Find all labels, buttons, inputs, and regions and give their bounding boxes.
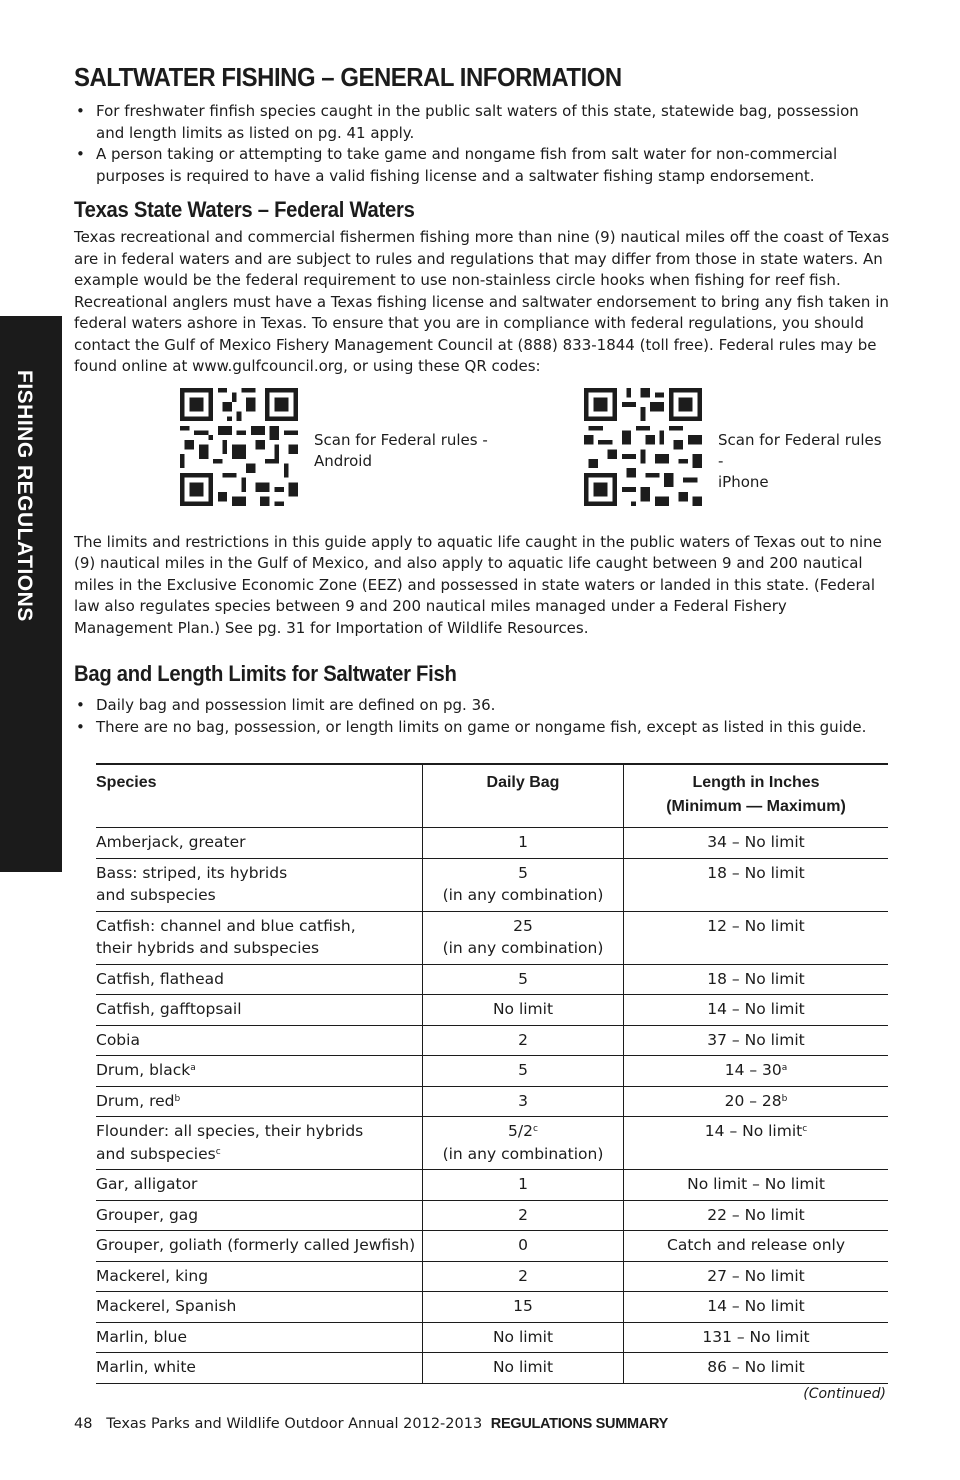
table-row bbox=[96, 1353, 888, 1384]
bag-line-text: 2 bbox=[518, 1266, 528, 1285]
length-cell bbox=[624, 1086, 889, 1117]
length-line-text: 37 – No limit bbox=[707, 1030, 805, 1049]
species-line bbox=[96, 968, 422, 991]
length-line bbox=[624, 1029, 888, 1052]
species-line-footnote: a bbox=[190, 1063, 196, 1073]
species-line bbox=[96, 1120, 422, 1143]
table-header-row bbox=[96, 764, 888, 828]
species-line bbox=[96, 1029, 422, 1052]
length-line-text: 131 – No limit bbox=[702, 1327, 810, 1346]
bag-line-text: 3 bbox=[518, 1091, 528, 1110]
species-line-text: their hybrids and subspecies bbox=[96, 939, 320, 957]
species-line-text: Amberjack, greater bbox=[96, 833, 246, 851]
table-row bbox=[96, 1056, 888, 1087]
species-cell bbox=[96, 1056, 423, 1087]
species-line-text: Drum, red bbox=[96, 1091, 175, 1110]
main-content bbox=[74, 62, 890, 738]
table-row bbox=[96, 995, 888, 1026]
length-cell bbox=[624, 1292, 889, 1323]
page-footer bbox=[74, 1416, 668, 1432]
species-line bbox=[96, 1326, 422, 1349]
species-cell bbox=[96, 1025, 423, 1056]
species-line-text: and subspecies bbox=[96, 1144, 216, 1163]
daily-bag-cell bbox=[423, 1322, 624, 1353]
header-daily-bag: Daily Bag bbox=[423, 764, 624, 828]
length-line-text: 18 – No limit bbox=[707, 969, 805, 988]
table-row bbox=[96, 1322, 888, 1353]
bag-line-text: (in any combination) bbox=[442, 1144, 604, 1163]
length-cell bbox=[624, 828, 889, 859]
species-line-text: Grouper, gag bbox=[96, 1205, 199, 1224]
header-species: Species bbox=[96, 764, 423, 828]
bag-line bbox=[423, 1265, 623, 1288]
daily-bag-cell bbox=[423, 1292, 624, 1323]
bag-line-text: 5 bbox=[518, 1061, 528, 1079]
bag-line bbox=[423, 1234, 623, 1257]
species-line-text: Catfish: channel and blue catfish, bbox=[96, 916, 356, 935]
species-line bbox=[96, 862, 422, 885]
length-line-text: 34 – No limit bbox=[707, 833, 805, 851]
species-cell bbox=[96, 1292, 423, 1323]
daily-bag-cell bbox=[423, 1025, 624, 1056]
table-row bbox=[96, 911, 888, 964]
table-row bbox=[96, 1292, 888, 1323]
bag-line-text: 5/2 bbox=[508, 1122, 533, 1140]
length-cell bbox=[624, 1025, 889, 1056]
species-line bbox=[96, 1090, 422, 1113]
table-row bbox=[96, 1086, 888, 1117]
species-line bbox=[96, 1173, 422, 1196]
species-line bbox=[96, 1143, 422, 1166]
table-row bbox=[96, 1261, 888, 1292]
table-row bbox=[96, 1231, 888, 1262]
length-line bbox=[624, 1234, 888, 1257]
bag-line-text: 1 bbox=[518, 1175, 528, 1193]
length-cell bbox=[624, 1322, 889, 1353]
length-line-text: 22 – No limit bbox=[707, 1205, 805, 1224]
bag-line bbox=[423, 1356, 623, 1379]
daily-bag-cell bbox=[423, 1170, 624, 1201]
bag-line bbox=[423, 937, 623, 960]
length-line bbox=[624, 1326, 888, 1349]
length-cell bbox=[624, 1353, 889, 1384]
length-line bbox=[624, 915, 888, 938]
species-line bbox=[96, 1234, 422, 1257]
bag-line bbox=[423, 1120, 623, 1143]
species-line bbox=[96, 1265, 422, 1288]
header-length-line1: Length in Inches bbox=[692, 774, 820, 791]
species-line-text: Cobia bbox=[96, 1030, 140, 1049]
bag-line bbox=[423, 998, 623, 1021]
length-cell bbox=[624, 911, 889, 964]
species-line-text: Drum, black bbox=[96, 1061, 191, 1079]
species-line-text: Marlin, blue bbox=[96, 1327, 188, 1346]
species-cell bbox=[96, 964, 423, 995]
qr-code-iphone[interactable] bbox=[584, 388, 702, 506]
daily-bag-cell bbox=[423, 1353, 624, 1384]
species-line-footnote: c bbox=[215, 1146, 221, 1157]
length-line bbox=[624, 862, 888, 885]
bag-line-text: No limit bbox=[492, 1358, 554, 1376]
length-line bbox=[624, 1120, 888, 1143]
length-line-text: 14 – No limit bbox=[707, 1000, 805, 1018]
table-row bbox=[96, 828, 888, 859]
bag-line bbox=[423, 831, 623, 854]
species-cell bbox=[96, 1231, 423, 1262]
daily-bag-cell bbox=[423, 1231, 624, 1262]
species-cell bbox=[96, 1117, 423, 1170]
daily-bag-cell bbox=[423, 828, 624, 859]
length-cell bbox=[624, 1231, 889, 1262]
length-line bbox=[624, 1356, 888, 1379]
bag-line bbox=[423, 1173, 623, 1196]
species-line-footnote: b bbox=[174, 1093, 181, 1104]
daily-bag-cell bbox=[423, 858, 624, 911]
table-row bbox=[96, 1025, 888, 1056]
qr-iphone-label-line1: Scan for Federal rules - bbox=[718, 430, 882, 470]
bag-line bbox=[423, 1059, 623, 1082]
bag-line bbox=[423, 1143, 623, 1166]
bag-line bbox=[423, 1090, 623, 1113]
species-cell bbox=[96, 911, 423, 964]
species-line bbox=[96, 831, 422, 854]
length-cell bbox=[624, 1117, 889, 1170]
length-line-footnote: c bbox=[802, 1124, 808, 1134]
length-line bbox=[624, 1295, 888, 1318]
species-cell bbox=[96, 1086, 423, 1117]
daily-bag-cell bbox=[423, 1056, 624, 1087]
bag-line-text: 5 bbox=[518, 863, 528, 882]
species-line-text: Catfish, gafftopsail bbox=[96, 1000, 242, 1018]
bag-line bbox=[423, 968, 623, 991]
species-line bbox=[96, 1356, 422, 1379]
bag-line-footnote: c bbox=[533, 1124, 538, 1134]
bag-bullet: • There are no bag, possession, or length limits on game or nongame fish, except as listed in this guide. bbox=[74, 717, 890, 739]
length-line-text: Catch and release only bbox=[667, 1236, 845, 1254]
species-line-text: Marlin, white bbox=[96, 1358, 196, 1376]
species-line-text: Mackerel, king bbox=[96, 1266, 209, 1285]
species-line bbox=[96, 1204, 422, 1227]
species-cell bbox=[96, 1170, 423, 1201]
bag-line-text: No limit bbox=[492, 1327, 554, 1346]
species-line bbox=[96, 884, 422, 907]
header-length bbox=[624, 764, 889, 828]
qr-android-label-line1: Scan for Federal rules - bbox=[314, 430, 488, 449]
length-cell bbox=[624, 1200, 889, 1231]
species-line-text: and subspecies bbox=[96, 886, 216, 904]
bag-bullets bbox=[74, 695, 890, 738]
species-line bbox=[96, 998, 422, 1021]
qr-iphone-label bbox=[718, 430, 890, 493]
bag-heading: Bag and Length Limits for Saltwater Fish bbox=[74, 661, 457, 686]
bag-line-text: (in any combination) bbox=[442, 886, 604, 904]
federal-heading: Texas State Waters – Federal Waters bbox=[74, 197, 415, 222]
header-length-line2: (Minimum — Maximum) bbox=[666, 798, 846, 815]
length-cell bbox=[624, 964, 889, 995]
length-line-text: 18 – No limit bbox=[707, 863, 805, 882]
daily-bag-cell bbox=[423, 995, 624, 1026]
species-line-text: Grouper, goliath (formerly called Jewfish) bbox=[96, 1236, 416, 1254]
bag-line-text: 25 bbox=[513, 916, 533, 935]
length-line bbox=[624, 998, 888, 1021]
bag-line-text: (in any combination) bbox=[442, 939, 604, 957]
bag-line bbox=[423, 884, 623, 907]
bag-bullet: • Daily bag and possession limit are defined on pg. 36. bbox=[74, 695, 890, 717]
length-line bbox=[624, 1204, 888, 1227]
bag-length-table bbox=[96, 763, 888, 1384]
footer-summary: REGULATIONS SUMMARY bbox=[490, 1416, 668, 1432]
species-line-text: Bass: striped, its hybrids bbox=[96, 863, 288, 882]
length-cell bbox=[624, 1261, 889, 1292]
species-line bbox=[96, 937, 422, 960]
bag-line-text: 0 bbox=[518, 1236, 528, 1254]
species-line bbox=[96, 915, 422, 938]
bag-line bbox=[423, 915, 623, 938]
publication-name: Texas Parks and Wildlife Outdoor Annual 2012-2013 bbox=[106, 1416, 483, 1432]
page-number: 48 bbox=[74, 1416, 93, 1432]
species-line bbox=[96, 1295, 422, 1318]
length-line-text: 14 – No limit bbox=[707, 1297, 805, 1315]
species-line-text: Mackerel, Spanish bbox=[96, 1297, 237, 1315]
length-line-text: 27 – No limit bbox=[707, 1266, 805, 1285]
bag-line bbox=[423, 1295, 623, 1318]
qr-android-label bbox=[314, 430, 488, 472]
length-cell bbox=[624, 995, 889, 1026]
species-cell bbox=[96, 828, 423, 859]
intro-bullet: • A person taking or attempting to take game and nongame fish from salt water for non-commercial purposes is required to have a valid fishing license and a saltwater fishing stamp endorsement. bbox=[74, 144, 890, 187]
daily-bag-cell bbox=[423, 964, 624, 995]
length-line bbox=[624, 1059, 888, 1082]
bag-line bbox=[423, 862, 623, 885]
species-cell bbox=[96, 995, 423, 1026]
species-cell bbox=[96, 858, 423, 911]
table-row bbox=[96, 964, 888, 995]
table-row bbox=[96, 858, 888, 911]
length-line-footnote: a bbox=[781, 1063, 788, 1073]
qr-code-row bbox=[74, 388, 890, 508]
length-line bbox=[624, 1265, 888, 1288]
length-line-text: 86 – No limit bbox=[707, 1358, 805, 1376]
species-cell bbox=[96, 1200, 423, 1231]
table-body bbox=[96, 828, 888, 1384]
bag-line bbox=[423, 1326, 623, 1349]
length-line-text: No limit – No limit bbox=[687, 1175, 825, 1193]
table-row bbox=[96, 1170, 888, 1201]
length-cell bbox=[624, 1056, 889, 1087]
bag-line bbox=[423, 1029, 623, 1052]
daily-bag-cell bbox=[423, 911, 624, 964]
length-cell bbox=[624, 1170, 889, 1201]
qr-android-label-line2: Android bbox=[314, 451, 372, 470]
length-line-text: 14 – 30 bbox=[724, 1061, 782, 1079]
intro-bullets bbox=[74, 101, 890, 187]
side-tab-label: FISHING REGULATIONS bbox=[13, 370, 36, 622]
daily-bag-cell bbox=[423, 1086, 624, 1117]
continued-note: (Continued) bbox=[803, 1386, 886, 1402]
length-line bbox=[624, 1173, 888, 1196]
bag-line-text: 15 bbox=[513, 1297, 533, 1315]
length-line-text: 20 – 28 bbox=[724, 1091, 782, 1110]
federal-paragraph: Texas recreational and commercial fishermen fishing more than nine (9) nautical miles off the coast of Texas are in federal waters and are subject to rules and regulations that may differ from those in state waters. An example would be the federal requirement to use non-stainless circle hooks when fishing for reef fish. Recreational anglers must have a Texas fishing license and saltwater endorsement to bring any fish taken in federal waters ashore in Texas. To ensure that you are in compliance with federal regulations, you should contact the Gulf of Mexico Fishery Management Council at (888) 833-1844 (toll free). Federal rules may be found online at www.gulfcouncil.org, or using these QR codes: bbox=[74, 228, 890, 375]
length-line-text: 12 – No limit bbox=[707, 916, 805, 935]
length-line bbox=[624, 968, 888, 991]
length-cell bbox=[624, 858, 889, 911]
daily-bag-cell bbox=[423, 1117, 624, 1170]
species-line bbox=[96, 1059, 422, 1082]
bag-line-text: 5 bbox=[518, 969, 528, 988]
species-line-text: Flounder: all species, their hybrids bbox=[96, 1122, 364, 1140]
bag-line bbox=[423, 1204, 623, 1227]
table-row bbox=[96, 1200, 888, 1231]
qr-code-android[interactable] bbox=[180, 388, 298, 506]
length-line bbox=[624, 1090, 888, 1113]
species-cell bbox=[96, 1353, 423, 1384]
daily-bag-cell bbox=[423, 1200, 624, 1231]
bag-line-text: 2 bbox=[518, 1205, 528, 1224]
intro-bullet: • For freshwater finfish species caught in the public salt waters of this state, statewide bag, possession and length limits as listed on pg. 41 apply. bbox=[74, 101, 890, 144]
page-title: SALTWATER FISHING – GENERAL INFORMATION bbox=[74, 62, 622, 92]
length-line-footnote: b bbox=[781, 1093, 788, 1104]
species-cell bbox=[96, 1322, 423, 1353]
daily-bag-cell bbox=[423, 1261, 624, 1292]
qr-iphone-label-line2: iPhone bbox=[718, 472, 769, 491]
length-line-text: 14 – No limit bbox=[704, 1122, 803, 1140]
length-line bbox=[624, 831, 888, 854]
limits-paragraph: The limits and restrictions in this guide apply to aquatic life caught in the public waters of Texas out to nine (9) nautical miles in the Gulf of Mexico, and also apply to aquatic life caught between 9 and 200 nautical miles in the Exclusive Economic Zone (EEZ) and possessed in state waters or landed in this state. (Federal law also regulates species between 9 and 200 nautical miles managed under a Federal Fishery Management Plan.) See pg. 31 for Importation of Wildlife Resources. bbox=[74, 532, 882, 637]
species-line-text: Catfish, flathead bbox=[96, 969, 224, 988]
species-line-text: Gar, alligator bbox=[96, 1175, 198, 1193]
bag-line-text: 2 bbox=[518, 1030, 528, 1049]
table-row bbox=[96, 1117, 888, 1170]
bag-line-text: No limit bbox=[492, 1000, 554, 1018]
bag-line-text: 1 bbox=[518, 833, 528, 851]
species-cell bbox=[96, 1261, 423, 1292]
